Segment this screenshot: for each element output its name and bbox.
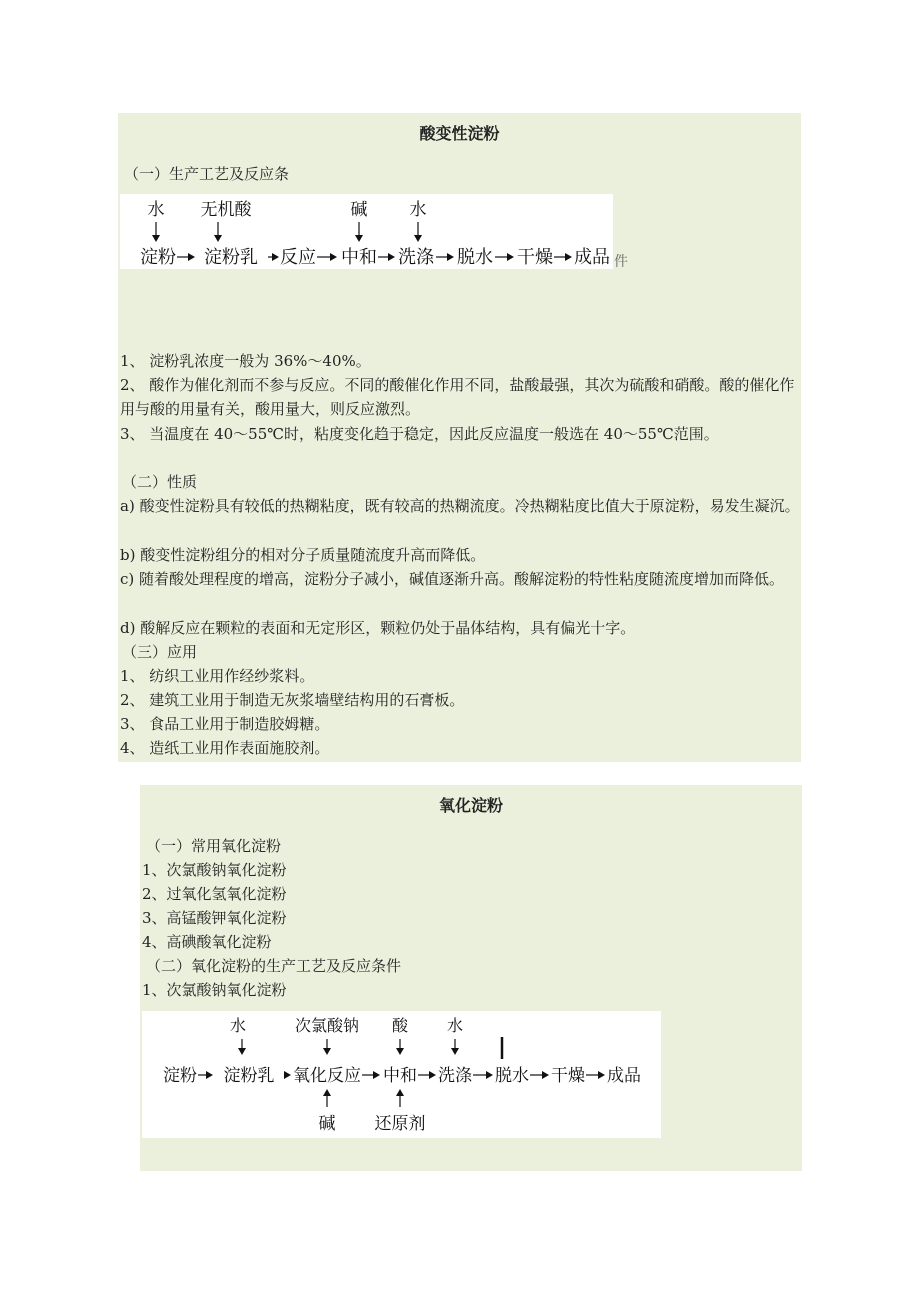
down-arrow — [214, 222, 222, 242]
down-arrow — [152, 222, 160, 242]
flow-input: 水 — [229, 1016, 247, 1035]
right-arrow — [495, 253, 514, 261]
down-arrow — [451, 1039, 459, 1055]
flow-step: 淀粉乳 — [204, 247, 258, 268]
flow-step: 洗涤 — [398, 247, 434, 268]
section-title: 酸变性淀粉 — [419, 124, 500, 143]
condition-item: 2、 酸作为催化剂而不参与反应。不同的酸催化作用不同，盐酸最强，其次为硫酸和硝酸。酸的催化作用与酸的用量有关，酸用量大，则反应激烈。 — [120, 376, 795, 418]
down-arrow — [323, 1039, 331, 1055]
right-arrow — [268, 253, 279, 261]
down-arrow — [396, 1039, 404, 1055]
flow-input: 水 — [446, 1016, 464, 1035]
property-item: a) 酸变性淀粉具有较低的热糊粘度，既有较高的热糊流度。冷热糊粘度比值大于原淀粉，易发生凝沉。 — [120, 497, 800, 515]
flow-input: 酸 — [391, 1016, 409, 1035]
section-acid-modified-starch — [118, 113, 801, 762]
type-item: 1、次氯酸钠氧化淀粉 — [142, 861, 287, 879]
flow-input: 水 — [409, 200, 427, 220]
flow-step: 脱水 — [457, 247, 493, 268]
subheading: 1、次氯酸钠氧化淀粉 — [142, 981, 287, 999]
down-arrow — [355, 222, 363, 242]
flow-input: 碱 — [350, 200, 368, 220]
heading-process: （一）生产工艺及反应条 — [124, 165, 290, 183]
right-arrow — [378, 253, 395, 261]
flow-step: 淀粉 — [140, 247, 176, 268]
flow-input: 水 — [147, 200, 165, 220]
flow-input: 次氯酸钠 — [294, 1016, 360, 1035]
process-flow-diagram — [120, 194, 613, 269]
flow-step: 氧化反应 — [293, 1066, 361, 1086]
right-arrow — [436, 253, 454, 261]
application-item: 4、 造纸工业用作表面施胶剂。 — [120, 739, 330, 757]
up-arrow — [396, 1089, 404, 1107]
heading-applications: （三）应用 — [122, 643, 198, 661]
flow-step: 成品 — [607, 1066, 641, 1086]
application-item: 3、 食品工业用于制造胶姆糖。 — [120, 715, 330, 733]
type-item: 2、过氧化氢氧化淀粉 — [142, 885, 287, 903]
up-arrow — [323, 1089, 331, 1107]
right-arrow — [530, 1071, 549, 1079]
flow-step: 洗涤 — [438, 1066, 472, 1086]
property-item: c) 随着酸处理程度的增高，淀粉分子减小，碱值逐渐升高。酸解淀粉的特性粘度随流度增加而降低。 — [120, 570, 785, 588]
flow-input: 碱 — [318, 1114, 336, 1134]
right-arrow — [284, 1071, 291, 1079]
flow-step: 淀粉乳 — [223, 1066, 275, 1086]
flow-step: 中和 — [383, 1066, 417, 1086]
application-item: 2、 建筑工业用于制造无灰浆墙壁结构用的石膏板。 — [120, 691, 465, 709]
flow-step: 淀粉 — [163, 1066, 197, 1086]
condition-item: 1、 淀粉乳浓度一般为 36%～40%。 — [120, 352, 371, 370]
heading-suffix: 件 — [614, 254, 628, 270]
flow-step: 干燥 — [551, 1066, 585, 1086]
right-arrow — [473, 1071, 493, 1079]
flow-step: 脱水 — [495, 1066, 529, 1086]
right-arrow — [418, 1071, 436, 1079]
type-item: 3、高锰酸钾氧化淀粉 — [142, 909, 287, 927]
flow-input: 还原剂 — [374, 1114, 426, 1134]
flow-step: 干燥 — [517, 247, 553, 268]
right-arrow — [198, 1071, 213, 1079]
right-arrow — [317, 253, 337, 261]
section-oxidized-starch — [140, 785, 802, 1171]
property-item: b) 酸变性淀粉组分的相对分子质量随流度升高而降低。 — [120, 546, 486, 564]
down-arrow — [414, 222, 422, 242]
down-arrow — [238, 1039, 246, 1055]
property-item: d) 酸解反应在颗粒的表面和无定形区，颗粒仍处于晶体结构，具有偏光十字。 — [120, 619, 636, 637]
flow-step: 反应 — [280, 247, 316, 268]
flow-input: 无机酸 — [200, 200, 252, 220]
right-arrow — [362, 1071, 380, 1079]
flow-step: 中和 — [341, 247, 377, 268]
application-item: 1、 纺织工业用作经纱浆料。 — [120, 667, 315, 685]
type-item: 4、高碘酸氧化淀粉 — [142, 933, 272, 951]
condition-item: 3、 当温度在 40～55℃时，粘度变化趋于稳定，因此反应温度一般选在 40～55℃范围。 — [120, 425, 719, 443]
heading-common-types: （一）常用氧化淀粉 — [146, 837, 282, 855]
oxidation-flow-diagram — [142, 1011, 661, 1138]
flow-step: 成品 — [574, 247, 610, 268]
right-arrow — [586, 1071, 605, 1079]
section-title: 氧化淀粉 — [438, 796, 503, 815]
heading-properties: （二）性质 — [122, 473, 198, 491]
right-arrow — [177, 253, 195, 261]
right-arrow — [554, 253, 572, 261]
heading-process: （二）氧化淀粉的生产工艺及反应条件 — [146, 957, 402, 975]
